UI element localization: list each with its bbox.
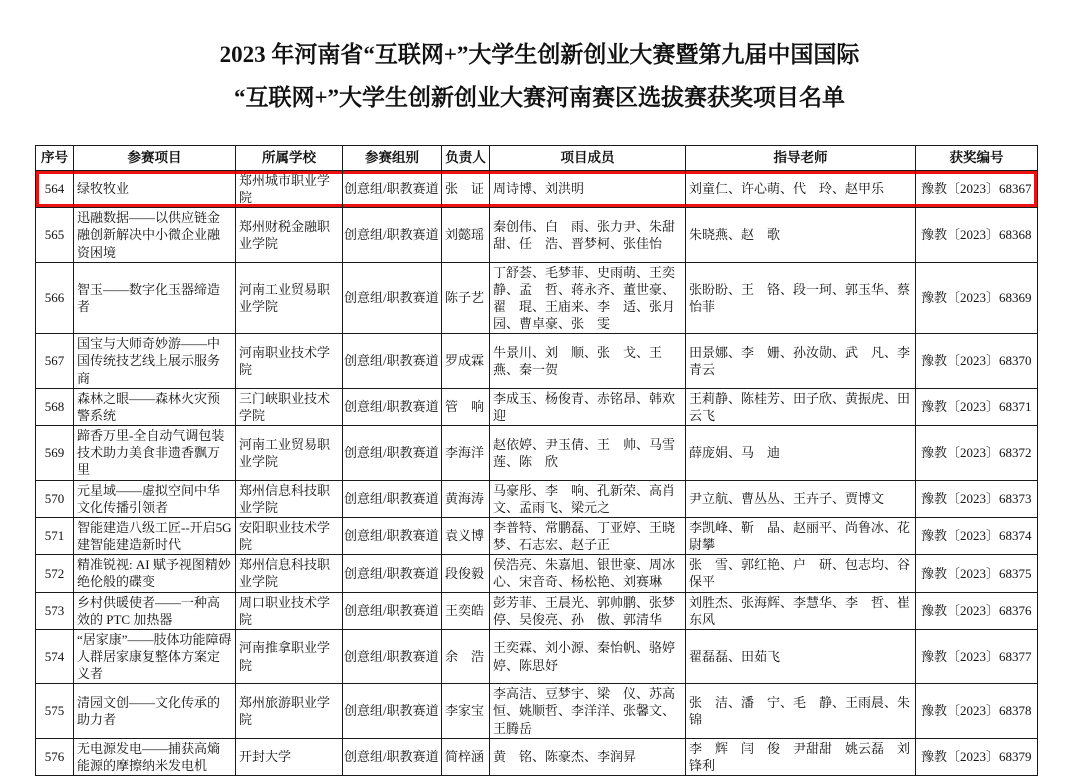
cell-members: 王奕霖、刘小源、秦怡帆、骆婷婷、陈思妤 — [490, 629, 686, 683]
cell-leader: 简梓涵 — [442, 738, 490, 775]
cell-project-name: 乡村供暖使者——一种高效的 PTC 加热器 — [74, 592, 236, 629]
table-row — [36, 262, 1038, 334]
cell-school: 安阳职业技术学院 — [236, 517, 343, 554]
cell-group: 创意组/职教赛道 — [343, 262, 442, 334]
cell-award-number: 豫教〔2023〕68369 — [916, 262, 1038, 334]
cell-serial-number: 574 — [36, 629, 74, 683]
cell-group: 创意组/职教赛道 — [343, 388, 442, 425]
cell-project-name: “居家康”——肢体功能障碍人群居家康复整体方案定义者 — [74, 629, 236, 683]
cell-school: 河南工业贸易职业学院 — [236, 262, 343, 334]
cell-advisors: 朱晓燕、赵 歌 — [686, 208, 916, 262]
cell-project-name: 智能建造八级工匠--开启5G 建智能建造新时代 — [74, 517, 236, 554]
cell-advisors: 刘童仁、许心萌、代 玲、赵甲乐 — [686, 170, 916, 207]
cell-school: 郑州旅游职业学院 — [236, 684, 343, 738]
cell-award-number: 豫教〔2023〕68374 — [916, 517, 1038, 554]
cell-group: 创意组/职教赛道 — [343, 592, 442, 629]
cell-project-name: 无电源发电——捕获高熵能源的摩擦纳米发电机 — [74, 738, 236, 775]
cell-serial-number: 565 — [36, 208, 74, 262]
cell-school: 河南工业贸易职业学院 — [236, 426, 343, 480]
cell-group: 创意组/职教赛道 — [343, 208, 442, 262]
cell-serial-number: 568 — [36, 388, 74, 425]
cell-award-number: 豫教〔2023〕68377 — [916, 629, 1038, 683]
cell-members: 牛景川、刘 顺、张 戈、王 燕、秦一贺 — [490, 334, 686, 388]
cell-advisors: 翟磊磊、田茹飞 — [686, 629, 916, 683]
page-title-line1: 2023 年河南省“互联网+”大学生创新创业大赛暨第九届中国国际 — [219, 42, 860, 67]
cell-advisors: 王莉静、陈桂芳、田子欣、黄振虎、田云飞 — [686, 388, 916, 425]
cell-school: 郑州信息科技职业学院 — [236, 480, 343, 517]
header-school: 所属学校 — [236, 146, 343, 171]
cell-award-number: 豫教〔2023〕68370 — [916, 334, 1038, 388]
header-leader: 负责人 — [442, 146, 490, 171]
table-row — [36, 480, 1038, 517]
table-row — [36, 388, 1038, 425]
cell-award-number: 豫教〔2023〕68378 — [916, 684, 1038, 738]
cell-group: 创意组/职教赛道 — [343, 555, 442, 592]
cell-serial-number: 572 — [36, 555, 74, 592]
cell-serial-number: 571 — [36, 517, 74, 554]
cell-leader: 李海洋 — [442, 426, 490, 480]
cell-award-number: 豫教〔2023〕68375 — [916, 555, 1038, 592]
cell-members: 李普特、常鹏磊、丁亚婷、王晓梦、石志宏、赵子正 — [490, 517, 686, 554]
cell-members: 周诗博、刘洪明 — [490, 170, 686, 207]
cell-members: 秦创伟、白 雨、张力尹、朱甜甜、任 浩、晋梦柯、张佳怡 — [490, 208, 686, 262]
cell-serial-number: 575 — [36, 684, 74, 738]
header-award: 获奖编号 — [916, 146, 1038, 171]
cell-school: 郑州城市职业学院 — [236, 170, 343, 207]
cell-project-name: 精准锐视: AI 赋予视图精妙绝伦般的碟变 — [74, 555, 236, 592]
cell-members: 丁舒荟、毛梦菲、史雨萌、王奕静、孟 哲、蒋永齐、董世豪、翟 琨、王庙来、李 适、张月园、曹卓豪、张 雯 — [490, 262, 686, 334]
cell-advisors: 李凯峰、靳 晶、赵丽平、尚鲁冰、花尉攀 — [686, 517, 916, 554]
cell-leader: 李家宝 — [442, 684, 490, 738]
cell-advisors: 李 辉 闫 俊 尹甜甜 姚云磊 刘锋利 — [686, 738, 916, 775]
cell-leader: 袁义博 — [442, 517, 490, 554]
cell-members: 彭芳菲、王晨光、郭帅鹏、张梦停、吴俊亮、孙 傲、郭清华 — [490, 592, 686, 629]
cell-school: 河南推拿职业学院 — [236, 629, 343, 683]
cell-project-name: 迅融数据——以供应链金融创新解决中小微企业融资困境 — [74, 208, 236, 262]
cell-award-number: 豫教〔2023〕68368 — [916, 208, 1038, 262]
header-group: 参赛组别 — [343, 146, 442, 171]
header-project: 参赛项目 — [74, 146, 236, 171]
cell-school: 周口职业技术学院 — [236, 592, 343, 629]
cell-members: 侯浩亮、朱嘉旭、银世豪、周冰心、宋音奇、杨松艳、刘赛琳 — [490, 555, 686, 592]
cell-award-number: 豫教〔2023〕68379 — [916, 738, 1038, 775]
cell-award-number: 豫教〔2023〕68373 — [916, 480, 1038, 517]
cell-group: 创意组/职教赛道 — [343, 738, 442, 775]
table-row — [36, 738, 1038, 775]
cell-leader: 刘懿瑶 — [442, 208, 490, 262]
cell-project-name: 元星域——虚拟空间中华文化传播引领者 — [74, 480, 236, 517]
header-members: 项目成员 — [490, 146, 686, 171]
cell-leader: 段俊毅 — [442, 555, 490, 592]
header-advisors: 指导老师 — [686, 146, 916, 171]
table-row — [36, 426, 1038, 480]
cell-group: 创意组/职教赛道 — [343, 684, 442, 738]
table-row — [36, 517, 1038, 554]
results-table-body — [36, 170, 1038, 775]
table-row — [36, 334, 1038, 388]
cell-award-number: 豫教〔2023〕68367 — [916, 170, 1038, 207]
page-title — [60, 34, 1019, 119]
cell-serial-number: 573 — [36, 592, 74, 629]
cell-advisors: 薛庞娟、马 迪 — [686, 426, 916, 480]
cell-project-name: 绿牧牧业 — [74, 170, 236, 207]
header-no: 序号 — [36, 146, 74, 171]
cell-project-name: 蹄香万里-全自动气调包装技术助力美食非遗香飘万里 — [74, 426, 236, 480]
cell-leader: 陈子艺 — [442, 262, 490, 334]
cell-serial-number: 570 — [36, 480, 74, 517]
table-row — [36, 555, 1038, 592]
cell-leader: 黄海涛 — [442, 480, 490, 517]
cell-leader: 王奕皓 — [442, 592, 490, 629]
cell-group: 创意组/职教赛道 — [343, 629, 442, 683]
cell-members: 赵依婷、尹玉倩、王 帅、马雪莲、陈 欣 — [490, 426, 686, 480]
cell-project-name: 森林之眼——森林火灾预警系统 — [74, 388, 236, 425]
cell-serial-number: 569 — [36, 426, 74, 480]
cell-group: 创意组/职教赛道 — [343, 170, 442, 207]
cell-advisors: 张 洁、潘 宁、毛 静、王雨晨、朱 锦 — [686, 684, 916, 738]
cell-award-number: 豫教〔2023〕68371 — [916, 388, 1038, 425]
table-row — [36, 170, 1038, 207]
cell-group: 创意组/职教赛道 — [343, 517, 442, 554]
table-row — [36, 684, 1038, 738]
cell-school: 开封大学 — [236, 738, 343, 775]
cell-members: 黄 铭、陈豪杰、李润昇 — [490, 738, 686, 775]
cell-school: 三门峡职业技术学院 — [236, 388, 343, 425]
cell-leader: 管 响 — [442, 388, 490, 425]
cell-members: 马豪彤、李 响、孔新荣、高肖文、孟雨飞、梁元之 — [490, 480, 686, 517]
table-row — [36, 208, 1038, 262]
cell-members: 李成玉、杨俊青、赤铭昂、韩欢迎 — [490, 388, 686, 425]
cell-leader: 余 浩 — [442, 629, 490, 683]
cell-school: 河南职业技术学院 — [236, 334, 343, 388]
cell-project-name: 清园文创——文化传承的助力者 — [74, 684, 236, 738]
cell-school: 郑州信息科技职业学院 — [236, 555, 343, 592]
award-results-table — [35, 145, 1038, 776]
cell-leader: 罗成霖 — [442, 334, 490, 388]
cell-advisors: 尹立航、曹丛丛、王卉子、贾博文 — [686, 480, 916, 517]
cell-group: 创意组/职教赛道 — [343, 426, 442, 480]
cell-project-name: 国宝与大师奇妙游——中国传统技艺线上展示服务商 — [74, 334, 236, 388]
cell-advisors: 田景娜、李 姗、孙汝勋、武 凡、李青云 — [686, 334, 916, 388]
cell-leader: 张 证 — [442, 170, 490, 207]
cell-project-name: 智玉——数字化玉器缔造者 — [74, 262, 236, 334]
cell-award-number: 豫教〔2023〕68376 — [916, 592, 1038, 629]
table-header-row — [36, 146, 1038, 171]
table-row — [36, 629, 1038, 683]
cell-advisors: 刘胜杰、张海辉、李慧华、李 哲、崔东风 — [686, 592, 916, 629]
cell-group: 创意组/职教赛道 — [343, 480, 442, 517]
cell-award-number: 豫教〔2023〕68372 — [916, 426, 1038, 480]
cell-serial-number: 567 — [36, 334, 74, 388]
cell-serial-number: 564 — [36, 170, 74, 207]
cell-advisors: 张盼盼、王 铬、段一珂、郭玉华、蔡怡菲 — [686, 262, 916, 334]
cell-school: 郑州财税金融职业学院 — [236, 208, 343, 262]
cell-group: 创意组/职教赛道 — [343, 334, 442, 388]
table-row — [36, 592, 1038, 629]
cell-serial-number: 566 — [36, 262, 74, 334]
cell-advisors: 张 雪、郭红艳、户 研、包志均、谷保平 — [686, 555, 916, 592]
page-title-line2: “互联网+”大学生创新创业大赛河南赛区选拔赛获奖项目名单 — [233, 84, 846, 110]
cell-serial-number: 576 — [36, 738, 74, 775]
cell-members: 李高洁、豆梦宇、梁 仪、苏高恒、姚顺哲、李洋洋、张馨文、王腾岳 — [490, 684, 686, 738]
